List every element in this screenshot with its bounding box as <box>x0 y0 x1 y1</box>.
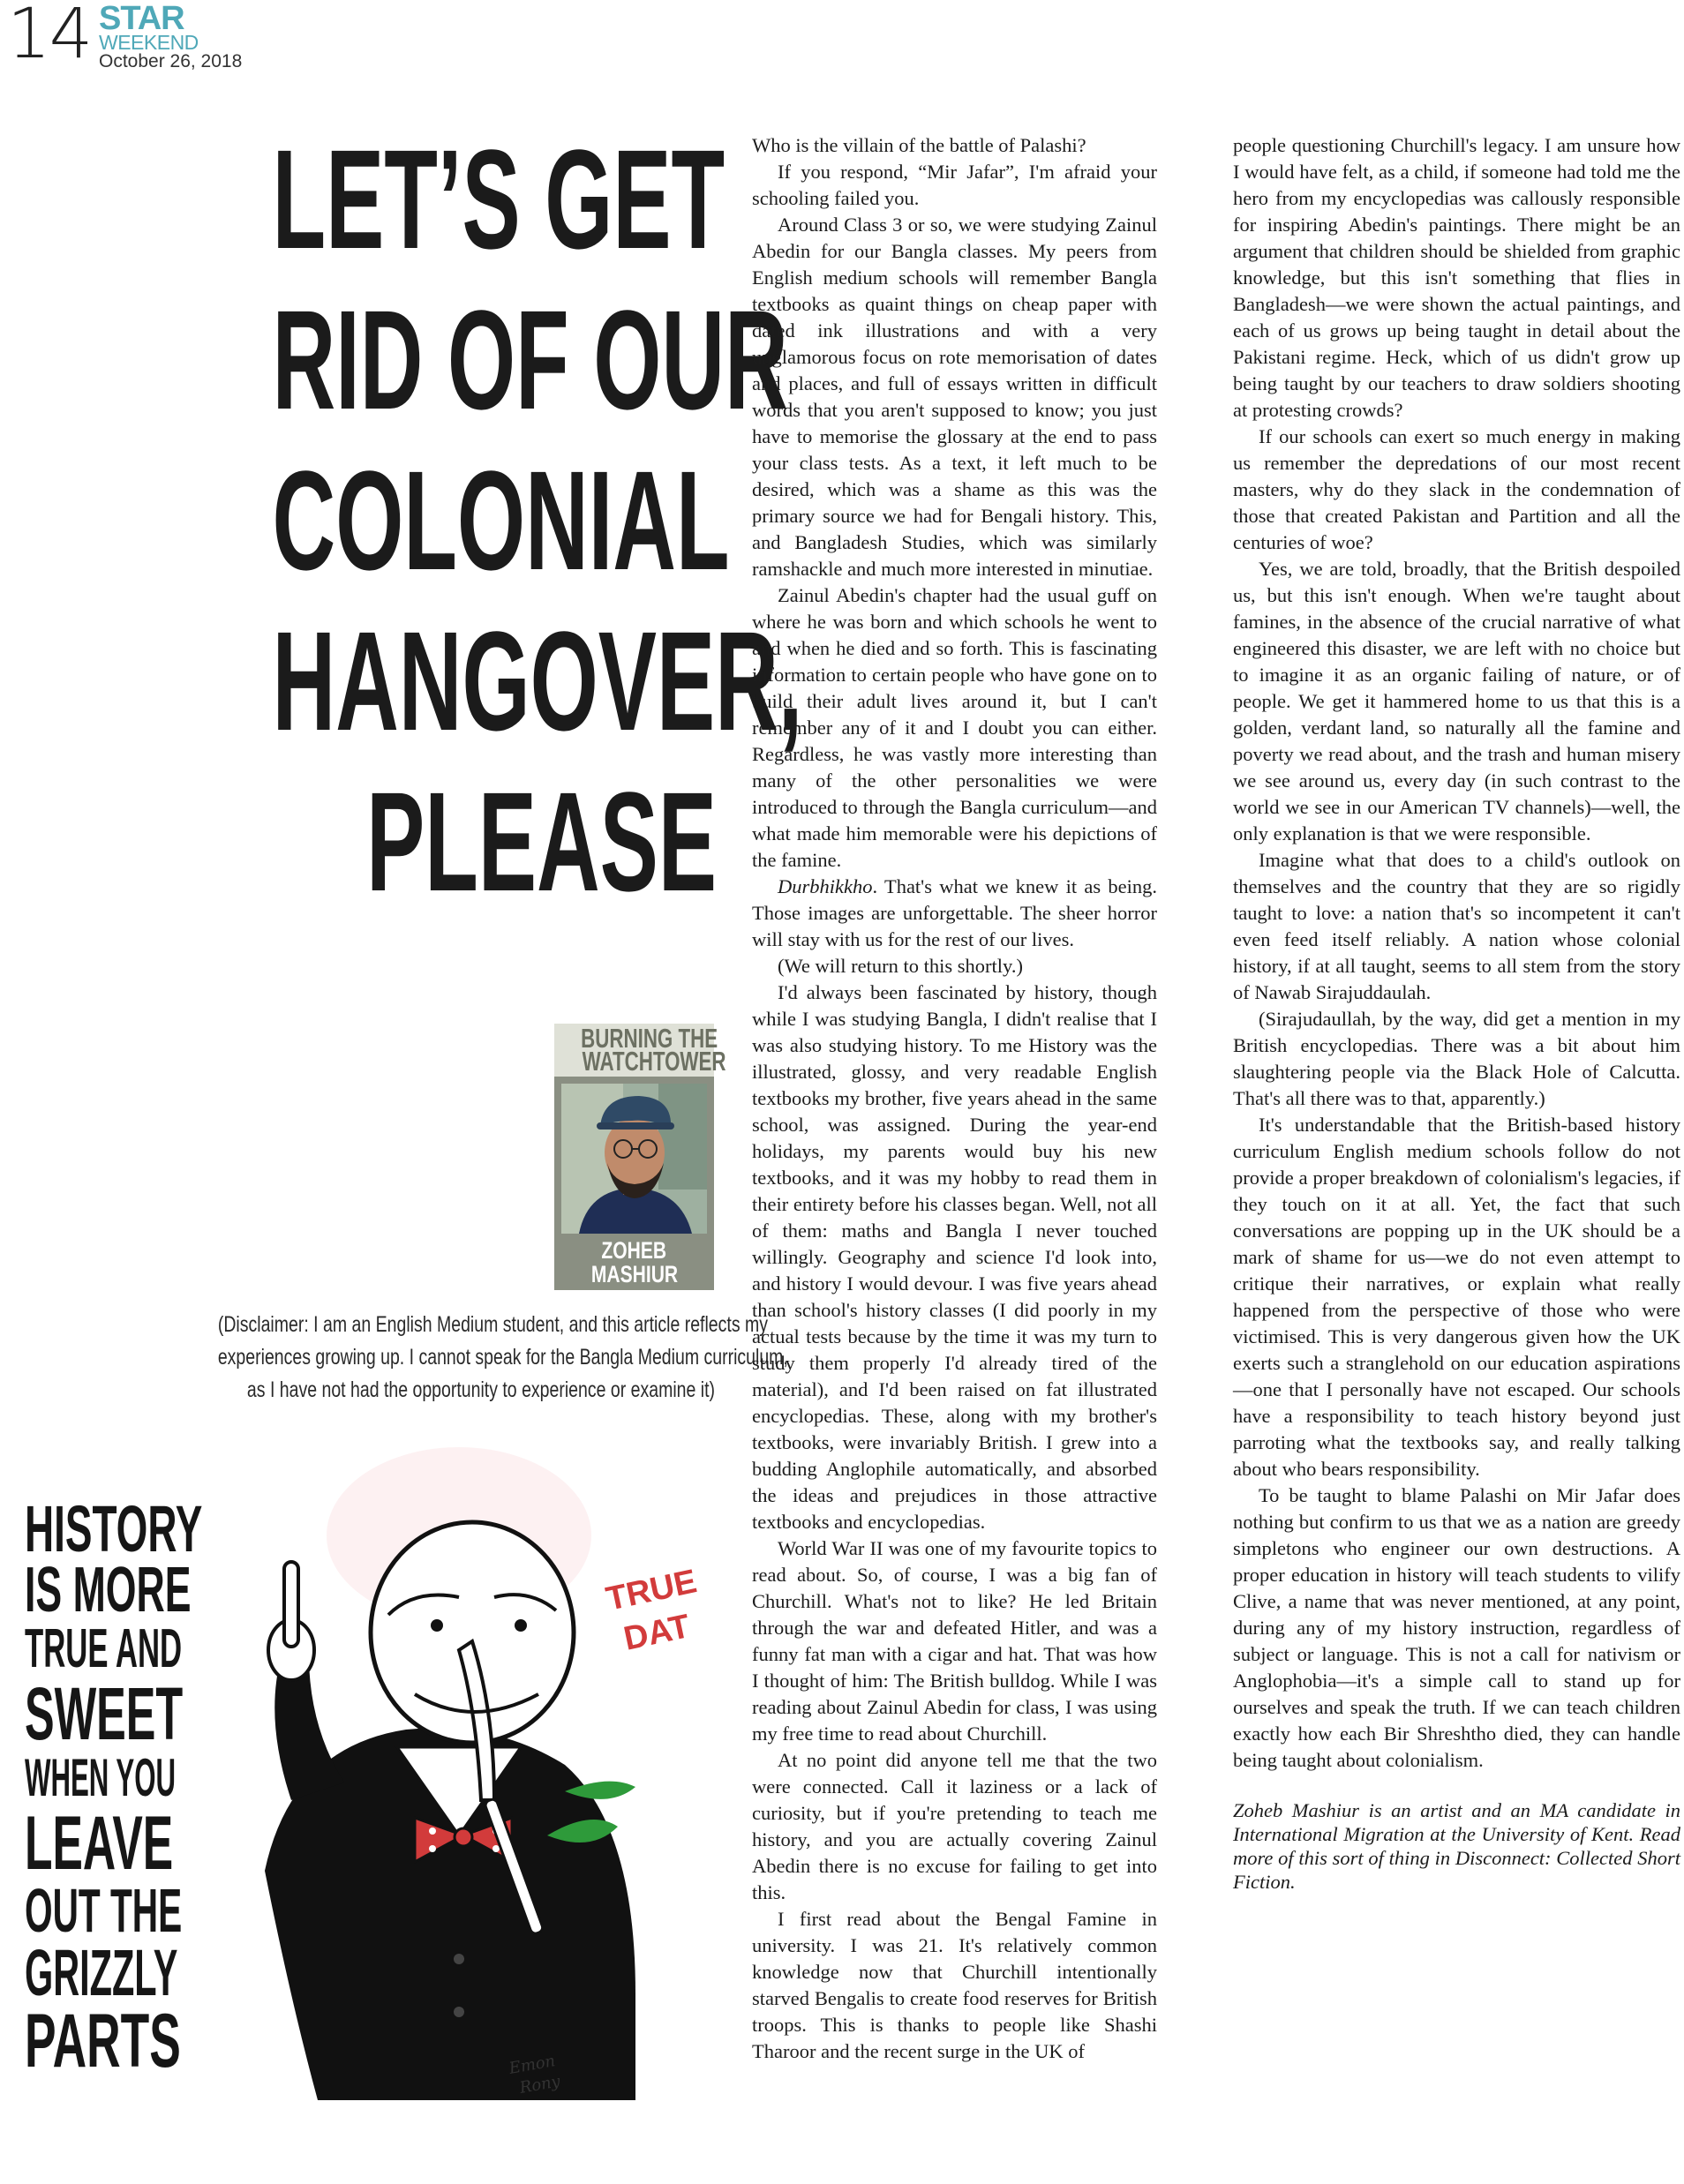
quote-line: WHEN YOU <box>25 1748 177 1807</box>
quote-line: PARTS <box>25 1999 181 2083</box>
author-portrait-image <box>561 1084 707 1234</box>
article-paragraph: It's understandable that the British-based history curriculum English medium schools follow do not provide a proper breakdown of colonialism's legacies, if they touch on it at all. Yet, the fact that such conversations are popping up in the UK should be a mark of shame for us—we do not even attempt to critique their narratives, or explain what really happened from the perspective of those who were victimised. This is very dangerous given how the UK exerts such a stranglehold on our education aspirations—one that I personally have not escaped. Our schools have a responsibility to teach history beyond just parroting what the textbooks say, and really talking about who bears responsibility. <box>1233 1114 1680 1480</box>
article-text: . That's what we knew it as being. Those images are unforgettable. The sheer horror will stay with us for the rest of our lives. <box>752 875 1157 950</box>
article-paragraph: Who is the villain of the battle of Palashi? <box>752 134 1086 156</box>
quote-line: HISTORY <box>25 1492 203 1565</box>
article-paragraph: If our schools can exert so much energy in making us remember the depredations of our most recent masters, why do they slack in the condemnation of those that created Pakistan and Partition and all the centuries of woe? <box>1233 425 1680 553</box>
brand-weekend: WEEKEND <box>99 31 199 54</box>
author-last-name: MASHIUR <box>590 1261 678 1287</box>
artist-signature-line1: Emon <box>507 2052 557 2078</box>
columnist-box <box>554 1023 726 1290</box>
article-column-1 <box>752 132 1157 2065</box>
author-photo <box>561 1084 707 1234</box>
speech-bubble-line1: TRUE <box>603 1563 701 1618</box>
disclaimer <box>78 1309 788 1407</box>
headline-line: COLONIAL <box>272 441 730 599</box>
article-paragraph: Zainul Abedin's chapter had the usual guff on where he was born and which schools he went to and when he died and so forth. This is fascinating information to certain people who have gone on to build their adult lives around it, but I can't remember any of it and I doubt you can either. Regardless, he was vastly more interesting than many of the other personalities we were introduced to through the Bangla curriculum—and what made him memorable were his depictions of the famine. <box>752 584 1157 871</box>
illustration-quote <box>25 1492 315 2083</box>
quote-line: IS MORE <box>25 1555 192 1625</box>
article-paragraph: (We will return to this shortly.) <box>778 955 1023 977</box>
article-paragraph: I'd always been fascinated by history, though while I was studying Bangla, I didn't realise that I was also studying history. To me History was the illustrated, glossy, and very readable English textbooks my brother, five years ahead in the same school, was assigned. During the year-end holidays, my parents would buy his new textbooks, and it was my hobby to read them in their entirety before his classes began. Well, not all of them: maths and Bangla I never touched willingly. Geography and science I'd look into, and history I would devour. I was five years ahead than school's history classes (I did poorly in my actual tests because by the time it was my turn to study them properly I'd already tired of the material), and I'd been raised on fat illustrated encyclopedias. These, along with my brother's textbooks, were invariably British. I grew into a budding Anglophile automatically, and absorbed the ideas and prejudices in those attractive textbooks and encyclopedias. <box>752 981 1157 1533</box>
article-paragraph: If you respond, “Mir Jafar”, I'm afraid your schooling failed you. <box>752 161 1157 209</box>
column-title-line: BURNING THE <box>581 1023 718 1054</box>
article-paragraph: people questioning Churchill's legacy. I am unsure how I would have felt, as a child, if someone had told me the hero from my encyclopedias was callously responsible for inspiring Abedin's paintings. There might be an argument that children should be shielded from graphic knowledge, but this isn't something that flies in Bangladesh—we were shown the actual paintings, and each of us grows up being taught in detail about the Pakistani regime. Heck, which of us didn't grow up being taught by our teachers to draw soldiers shooting at protesting crowds? <box>1233 134 1680 421</box>
quote-line: LEAVE <box>25 1801 174 1886</box>
masthead <box>99 0 243 72</box>
disclaimer-line: as I have not had the opportunity to experience or examine it) <box>246 1377 715 1402</box>
article-paragraph: Around Class 3 or so, we were studying Zainul Abedin for our Bangla classes. My peers from English medium schools will remember Bangla textbooks as quaint things on cheap paper with dated ink illustrations and with a very unglamorous focus on rote memorisation of dates and places, and full of essays written in difficult words that you aren't supposed to know; you just have to memorise the glossary at the end to pass your class tests. As a text, it left much to be desired, which was a shame as this was the primary source we had for Bengali history. This, and Bangladesh Studies, which was similarly ramshackle and much more interested in minutiae. <box>752 214 1157 580</box>
headline-line: LET’S GET <box>272 120 725 278</box>
article-paragraph: To be taught to blame Palashi on Mir Jafar does nothing but confirm to us that we as a nation are greedy simpletons who engineer our own destructions. A proper education in history will teach students to vilify Clive, a name that was never mentioned, at any point, during any of my history instruction, regardless of subject or language. This is not a call for nativism or Anglophobia—it's a simple call to stand up for ourselves and speak the truth. If we can teach children exactly how each Bir Shreshtho died, they can handle being taught about colonialism. <box>1233 1484 1680 1771</box>
quote-line: OUT THE <box>25 1876 183 1945</box>
article-paragraph: At no point did anyone tell me that the two were connected. Call it laziness or a lack of curiosity, but if you're pretending to teach me history, and you are actually covering Zainul Abedin there is no excuse for failing to get into this. <box>752 1749 1157 1903</box>
quote-line: TRUE AND <box>25 1618 183 1679</box>
article-paragraph: Imagine what that does to a child's outlook on themselves and the country that they are so rigidly taught to love: a nation that's so incompetent it can't even feed itself reliably. A nation whose colonial history, if at all taught, seems to all stem from the story of Nawab Sirajuddaulah. <box>1233 849 1680 1003</box>
headline-line: HANGOVER, <box>272 602 803 760</box>
italic-term: Durbhikkho <box>778 875 873 897</box>
artist-signature-line2: Rony <box>518 2072 562 2098</box>
author-name <box>554 1234 714 1290</box>
article-paragraph: Yes, we are told, broadly, that the British despoiled us, but this isn't enough. When we're taught about famines, in the absence of the crucial narrative of what engineered this disaster, we are left with no choice but to imagine it as an organic failing of nature, or of people. We get it hammered home to us that this is a golden, verdant land, so naturally all the famine and poverty we read about, and the trash and human misery we see around us, every day (in such contrast to the world we see in our American TV channels)—well, the only explanation is that we were responsible. <box>1233 558 1680 844</box>
speech-bubble-line2: DAT <box>620 1608 694 1658</box>
author-byline: Zoheb Mashiur is an artist and an MA candidate in International Migration at the University of Kent. Read more of this sort of thing in Disconnect: Collected Short Fiction. <box>1233 1799 1680 1893</box>
author-first-name: ZOHEB <box>601 1237 667 1264</box>
column-title-line: WATCHTOWER <box>582 1046 726 1077</box>
page-number: 14 <box>7 0 92 74</box>
headline <box>272 119 803 922</box>
disclaimer-line: (Disclaimer: I am an English Medium student, and this article reflects my <box>217 1312 768 1337</box>
article-paragraph: (Sirajudaullah, by the way, did get a mention in my British encyclopedias. There was a bit about him slaughtering people via the Black Hole of Calcutta. That's all there was to that, apparently.) <box>1233 1008 1680 1109</box>
issue-date: October 26, 2018 <box>99 51 243 71</box>
brand-star: STAR <box>99 0 184 37</box>
headline-line: PLEASE <box>366 762 717 920</box>
article-paragraph: I first read about the Bengal Famine in university. I was 21. It's relatively common knowledge now that Churchill intentionally starved Bengalis to create food reserves for British troops. This is thanks to people like Shashi Tharoor and the recent surge in the UK of <box>752 1908 1157 2062</box>
quote-line: SWEET <box>25 1672 184 1755</box>
headline-line: RID OF OUR <box>272 281 788 439</box>
article-column-2 <box>1233 132 1680 1894</box>
article-paragraph <box>752 874 1157 953</box>
quote-line: GRIZZLY <box>25 1936 178 2009</box>
disclaimer-line: experiences growing up. I cannot speak for the Bangla Medium curriculum, <box>217 1345 788 1370</box>
column-title <box>554 1023 726 1077</box>
article-paragraph: World War II was one of my favourite topics to read about. So, of course, I was a big fan of Churchill. What's not to like? He led Britain through the war and defeated Hitler, and was a funny fat man with a cigar and hat. That was how I thought of him: The British bulldog. While I was reading about Zainul Abedin for class, I was using my free time to read about Churchill. <box>752 1537 1157 1745</box>
